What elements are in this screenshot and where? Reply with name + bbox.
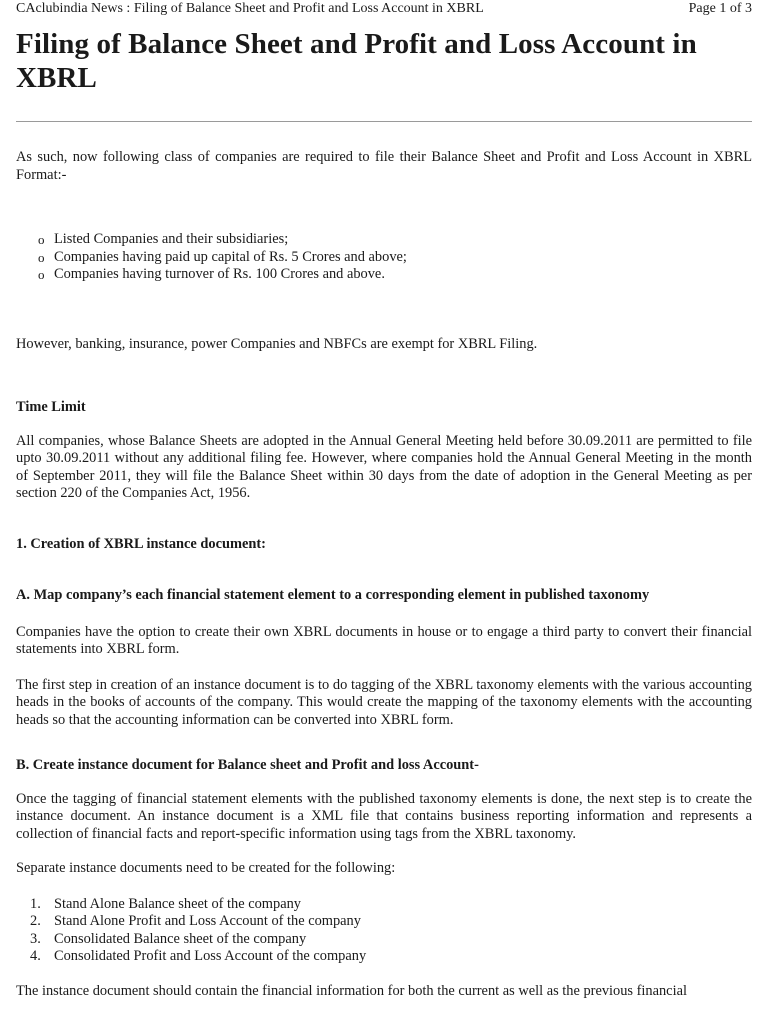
section-a-heading: A. Map company’s each financial statement element to a corresponding element in published taxonomy: [16, 587, 650, 603]
section-a-paragraph-1: Companies have the option to create their own XBRL documents in house or to engage a third party to convert their financial statements into XBRL form.: [16, 623, 752, 657]
section-b-paragraph-2: Separate instance documents need to be created for the following:: [16, 860, 396, 876]
section-b-heading: B. Create instance document for Balance sheet and Profit and loss Account-: [16, 757, 479, 773]
bullet-marker: o: [38, 249, 45, 265]
intro-paragraph: As such, now following class of companies are required to file their Balance Sheet and Profit and Loss Account in XBRL Format:-: [16, 149, 752, 183]
bullet-marker: o: [38, 232, 45, 247]
list-item: [16, 948, 752, 966]
list-item-text: Listed Companies and their subsidiaries;: [54, 231, 289, 247]
list-item: [16, 896, 752, 914]
list-item-text: Companies having paid up capital of Rs. 5 Crores and above;: [54, 248, 407, 265]
list-item-text: Consolidated Profit and Loss Account of the company: [54, 948, 367, 964]
header-source: CAclubindia News : Filing of Balance Sheet and Profit and Loss Account in XBRL: [16, 1, 484, 16]
list-number: 4.: [30, 948, 41, 964]
title-divider: [16, 121, 752, 122]
list-item: [16, 249, 752, 267]
list-number: 1.: [30, 895, 41, 912]
list-item-text: Stand Alone Profit and Loss Account of the company: [54, 913, 361, 929]
list-item: [16, 266, 752, 284]
section-b-paragraph-3: The instance document should contain the financial information for both the current as well as the previous financial: [16, 982, 687, 999]
exemption-paragraph: However, banking, insurance, power Companies and NBFCs are exempt for XBRL Filing.: [16, 335, 538, 352]
company-class-list: [16, 231, 752, 284]
section-a-paragraph-2: The first step in creation of an instance document is to do tagging of the XBRL taxonomy elements with the various accounting heads in the books of accounts of the company. This would create the mapping of the taxonomy elements with the accounting heads so that the accounting information can be converted into XBRL form.: [16, 676, 752, 728]
list-item: [16, 231, 752, 249]
list-item-text: Stand Alone Balance sheet of the company: [54, 895, 301, 912]
time-limit-heading: Time Limit: [16, 399, 86, 415]
article-title: Filing of Balance Sheet and Profit and Loss Account in XBRL: [16, 28, 697, 94]
bullet-marker: o: [38, 267, 45, 282]
list-number: 3.: [30, 930, 41, 947]
list-item: [16, 931, 752, 949]
time-limit-paragraph: All companies, whose Balance Sheets are adopted in the Annual General Meeting held before 30.09.2011 are permitted to file upto 30.09.2011 without any additional filing fee. However, where companies hold the Annual General Meeting in the month of September 2011, they will file the Balance Sheet within 30 days from the date of adoption in the General Meeting as per section 220 of the Companies Act, 1956.: [16, 432, 752, 501]
section-1-heading: 1. Creation of XBRL instance document:: [16, 535, 266, 552]
page-number: Page 1 of 3: [688, 1, 752, 16]
section-b-paragraph-1: Once the tagging of financial statement elements with the published taxonomy elements is done, the next step is to create the instance document. An instance document is a XML file that contains business reporting information and represents a collection of financial facts and report-specific information using tags from the XBRL taxonomy.: [16, 790, 752, 842]
list-number: 2.: [30, 913, 41, 929]
document-page: [16, 0, 752, 1000]
list-item: [16, 913, 752, 931]
running-header: [16, 0, 752, 18]
list-item-text: Companies having turnover of Rs. 100 Crores and above.: [54, 266, 385, 282]
instance-document-list: [16, 896, 752, 966]
list-item-text: Consolidated Balance sheet of the company: [54, 930, 307, 947]
